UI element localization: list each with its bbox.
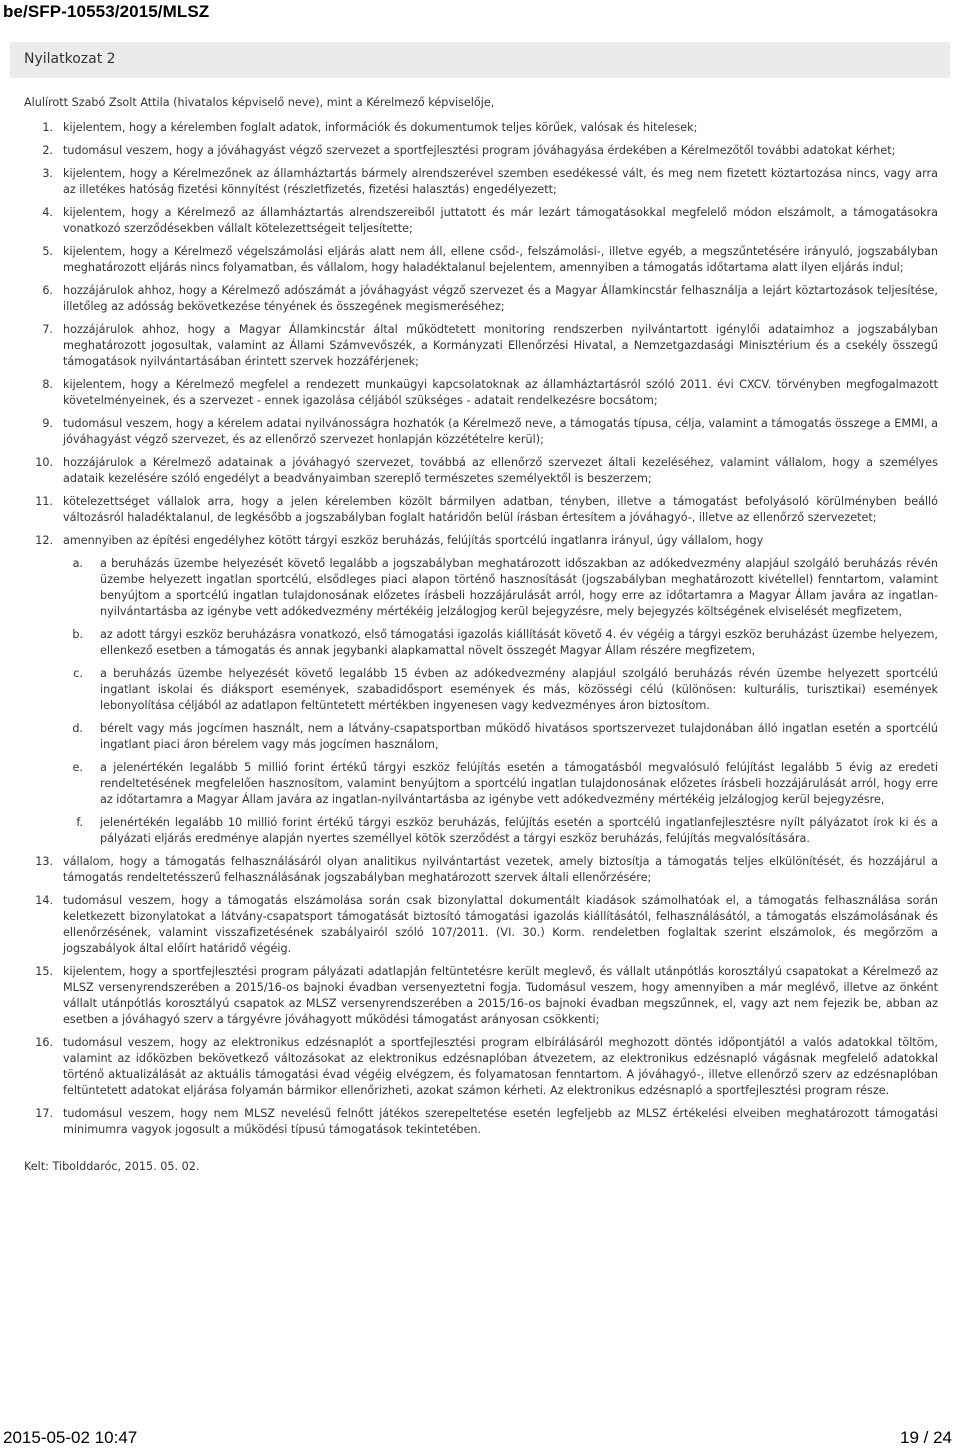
item-number: 7. [42,323,53,336]
sub-item [63,760,938,808]
item-number: 13. [35,855,53,868]
declaration-item [24,1035,938,1099]
signature-place-date: Kelt: Tibolddaróc, 2015. 05. 02. [24,1160,200,1173]
declaration-item [24,205,938,237]
item-text: tudomásul veszem, hogy a kérelem adatai nyilvánosságra hozhatók (a Kérelmező neve, a támogatás típusa, célja, valamint a támogatás összege a EMMI, a jóváhagyást végző szervezet, és az ellenőrző szervezet honlapján közzétételre kerül); [63,417,938,446]
sub-item-text: a beruházás üzembe helyezését követő legalább a jogszabályban meghatározott időszakban az adókedvezmény alapjául szolgáló beruházás révén üzembe helyezett ingatlan sportcélú, elsődleges piaci alapon történő hasznosítását (jogszabályban meghatározott kivétellel) fenntartom, valamint benyújtom a sportcélú ingatlan tulajdonosának előzetes írásbeli hozzájárulását arról, hogy erre az időtartamra a Magyar Állam javára az ingatlan-nyilvántartásba az igénybe vett adókedvezmény mértékéig jelzálogjog kerül bejegyzésre, mely bejegyzés költségének elviselését megfizetem, [100,557,938,618]
declaration-item [24,533,938,847]
item-text: hozzájárulok ahhoz, hogy a Magyar Államkincstár által működtetett monitoring rendszerben nyilvántartott igénylői adataimhoz a jogszabályban meghatározott jogosultak, valamint az Állami Számvevőszék, a Kormányzati Ellenőrzési Hivatal, a Nemzetgazdasági Minisztérium és a csekély összegű támogatások nyilvántartásában érintett szervek hozzáférjenek; [63,323,938,368]
item-number: 5. [42,245,53,258]
footer-page-number: 19 / 24 [900,1428,952,1447]
item-number: 3. [42,167,53,180]
sub-item-text: az adott tárgyi eszköz beruházásra vonatkozó, első támogatási igazolás kiállítását követő 4. év végéig a tárgyi eszköz beruházást üzembe helyezem, ellenkező esetben a támogatás és annak jegybanki alapkamattal növelt összegét Magyar Állam részére megfizetem, [100,628,938,657]
declaration-item [24,143,938,159]
item-number: 17. [35,1107,53,1120]
item-text: kijelentem, hogy a Kérelmező végelszámolási eljárás alatt nem áll, ellene csőd-, felszámolási-, illetve egyéb, a megszűntetésére irányuló, jogszabályban meghatározott eljárás nincs folyamatban, és vállalom, hogy haladéktalanul bejelentem, amennyiben a támogatás időtartama alatt ilyen eljárás indul; [63,245,938,274]
declaration-item [24,1106,938,1138]
sub-item-text: bérelt vagy más jogcímen használt, nem a látvány-csapatsportban működő hivatásos sportszervezet tulajdonában álló ingatlan esetén a sportcélú ingatlant piaci áron bérelem vagy más jogcímen használom, [100,722,938,751]
sub-item-letter: a. [72,557,83,570]
declaration-body [24,95,938,1175]
item-number: 9. [42,417,53,430]
declaration-item [24,377,938,409]
item-number: 15. [35,965,53,978]
item-number: 12. [35,534,53,547]
item-text: tudomásul veszem, hogy nem MLSZ nevelésű felnőtt játékos szerepeltetése esetén legfeljebb az MLSZ értékelési elveiben meghatározott támogatási minimumra vagyok jogosult a működési típusú támogatások tekintetében. [63,1107,938,1136]
item-text: kijelentem, hogy a Kérelmezőnek az államháztartás bármely alrendszerével szemben esedékessé vált, és meg nem fizetett köztartozása nincs, vagy arra az illetékes hatóság fizetési könnyítést (részletfizetés, fizetési halasztás) engedélyezett; [63,167,938,196]
footer-timestamp: 2015-05-02 10:47 [3,1428,138,1447]
intro-text: Alulírott Szabó Zsolt Attila (hivatalos képviselő neve), mint a Kérelmező képviselője, [24,96,495,109]
item-text: amennyiben az építési engedélyhez kötött tárgyi eszköz beruházás, felújítás sportcélú ingatlanra irányul, úgy vállalom, hogy [63,534,764,547]
item-text: kijelentem, hogy a Kérelmező megfelel a rendezett munkaügyi kapcsolatoknak az államháztartásról szóló 2011. évi CXCV. törvényben megfogalmazott követelményeinek, és a szervezet - ennek igazolása céljából szükséges - adatait rendelkezésre bocsátom; [63,378,938,407]
declaration-item [24,416,938,448]
item-text: kijelentem, hogy a Kérelmező az államháztartás alrendszereiből juttatott és már lezárt támogatásokkal megfelelő módon elszámolt, a támogatásokra vonatkozó szerződésekben vállalt kötelezettségeit teljesítette; [63,206,938,235]
declaration-item [24,322,938,370]
sub-item [63,556,938,620]
item-number: 2. [42,144,53,157]
sub-item [63,627,938,659]
item-number: 6. [42,284,53,297]
declaration-item [24,120,938,136]
item-text: kijelentem, hogy a kérelemben foglalt adatok, információk és dokumentumok teljes körűek, valósak és hitelesek; [63,121,698,134]
item-number: 8. [42,378,53,391]
sub-item-letter: d. [72,722,83,735]
declaration-item [24,854,938,886]
item-text: hozzájárulok ahhoz, hogy a Kérelmező adószámát a jóváhagyást végző szervezet és a Magyar Államkincstár felhasználja a lejárt köztartozások teljesítése, illetőleg az adósság bekövetkezése tényének és összegének megismeréséhez; [63,284,938,313]
item-number: 16. [35,1036,53,1049]
section-header [10,42,950,78]
sub-item-letter: f. [76,816,83,829]
declaration-item [24,455,938,487]
sub-item-text: a beruházás üzembe helyezését követő legalább 15 évben az adókedvezmény alapjául szolgáló beruházás révén üzembe helyezett sportcélú ingatlant iskolai és diáksport események, szabadidősport események és más, közösségi célú (különösen: kulturális, turisztikai) események lebonyolítása céljából az adatlapon feltüntetett mértékben ingyenesen vagy kedvezményes áron biztosítom. [100,667,938,712]
sub-item-letter: e. [72,761,83,774]
sub-item [63,815,938,847]
sub-item [63,666,938,714]
sub-item [63,721,938,753]
item-text: tudomásul veszem, hogy a támogatás elszámolása során csak bizonylattal dokumentált kiadások számolhatóak el, a támogatás felhasználása során keletkezett bizonylatokat a látvány-csapatsport támogatását biztosító támogatási igazolás kiállításától, felhasználásától, a támogatás elszámolásának és ellenőrzésének, valamint visszafizetésének szabályairól szóló 107/2011. (VI. 30.) Korm. rendeletben foglaltak szerint elszámolok, és megőrzöm a jogszabályok által előírt határidő végéig. [63,894,938,955]
item-number: 4. [42,206,53,219]
declaration-item [24,893,938,957]
sub-item-text: a jelenértékén legalább 5 millió forint értékű tárgyi eszköz felújítás esetén a támogatásból megvalósuló felújítást legalább 5 évig az eredeti rendeltetésének megfelelően hasznosítom, valamint benyújtom a sportcélú ingatlan tulajdonosának előzetes írásbeli hozzájárulását arról, hogy erre az időtartamra a Magyar Állam javára az ingatlan-nyilvántartásba az igénybe vett adókedvezmény mértékéig jelzálogjog kerül bejegyzésre, [100,761,938,806]
item-number: 10. [35,456,53,469]
declaration-list [24,120,938,1138]
declaration-item [24,964,938,1028]
item-text: hozzájárulok a Kérelmező adatainak a jóváhagyó szervezet, továbbá az ellenőrző szervezet általi kezeléséhez, valamint vállalom, hogy a személyes adataik kezelésére szóló engedélyt a beadványaimban szereplő természetes személyektől is beszerzem; [63,456,938,485]
item-text: tudomásul veszem, hogy a jóváhagyást végző szervezet a sportfejlesztési program jóváhagyása érdekében a Kérelmezőtől további adatokat kérhet; [63,144,896,157]
item-number: 11. [35,495,53,508]
declaration-item [24,244,938,276]
item-text: tudomásul veszem, hogy az elektronikus edzésnaplót a sportfejlesztési program elbírálásáról meghozott döntés időpontjától a valós adatokkal töltöm, valamint az időközben bekövetkező változásokat az elektronikus edzésnaplóban átvezetem, az elektronikus edzésnapló vágásnak megfelelő adatokkal történő aktualizálását az aktuális támogatási évad végéig elvégzem, és folyamatosan fenntartom. A jóváhagyó-, illetve ellenőrző szerv az edzésnaplóban feltüntetett adatokat eljárása folyamán bármikor ellenőrizheti, azokat számon kérheti. Az elektronikus edzésnapló a sportfejlesztési program része. [63,1036,938,1097]
item-number: 14. [35,894,53,907]
document-id: be/SFP-10553/2015/MLSZ [3,2,210,21]
sub-item-letter: b. [72,628,83,641]
item-text: kijelentem, hogy a sportfejlesztési program pályázati adatlapján feltüntetésre került meglevő, és vállalt utánpótlás korosztályú csapatokat a Kérelmező az MLSZ versenyrendszerében a 2015/16-os bajnoki évadban versenyeztetni fogja. Tudomásul veszem, hogy amennyiben a már meglévő, illetve az önként vállalt utánpótlás korosztályú csapatok az MLSZ versenyrendszerében a 2015/16-os bajnoki évadban megszűnnek, el, vagy azt nem fejezik be, abban az esetben a jóváhagyó szerv a tárgyévre jóváhagyott működési támogatást arányosan csökkenti; [63,965,938,1026]
item-text: vállalom, hogy a támogatás felhasználásáról olyan analitikus nyilvántartást vezetek, amely biztosítja a támogatás teljes elkülönítését, és hozzájárul a támogatás rendeltetésszerű felhasználásának jogszabályban meghatározott szervek általi ellenőrzésére; [63,855,938,884]
declaration-item [24,166,938,198]
sub-item-letter: c. [73,667,83,680]
declaration-item [24,283,938,315]
item-number: 1. [42,121,53,134]
item-text: kötelezettséget vállalok arra, hogy a jelen kérelemben közölt bármilyen adatban, tényben, illetve a támogatást befolyásoló körülményben beálló változásról haladéktalanul, de legkésőbb a jogszabályban foglalt határidőn belül írásban értesítem a jóváhagyó-, illetve az ellenőrző szervezetet; [63,495,938,524]
sub-list [63,556,938,847]
declaration-item [24,494,938,526]
section-title: Nyilatkozat 2 [24,51,116,67]
sub-item-text: jelenértékén legalább 10 millió forint értékű tárgyi eszköz beruházás, felújítás esetén a sportcélú ingatlanfejlesztésre nyílt pályázatot írok ki és a pályázati eljárás eredménye alapján nyertes személlyel kötök szerződést a tárgyi eszköz beruházás, felújítás megvalósítására. [100,816,938,845]
